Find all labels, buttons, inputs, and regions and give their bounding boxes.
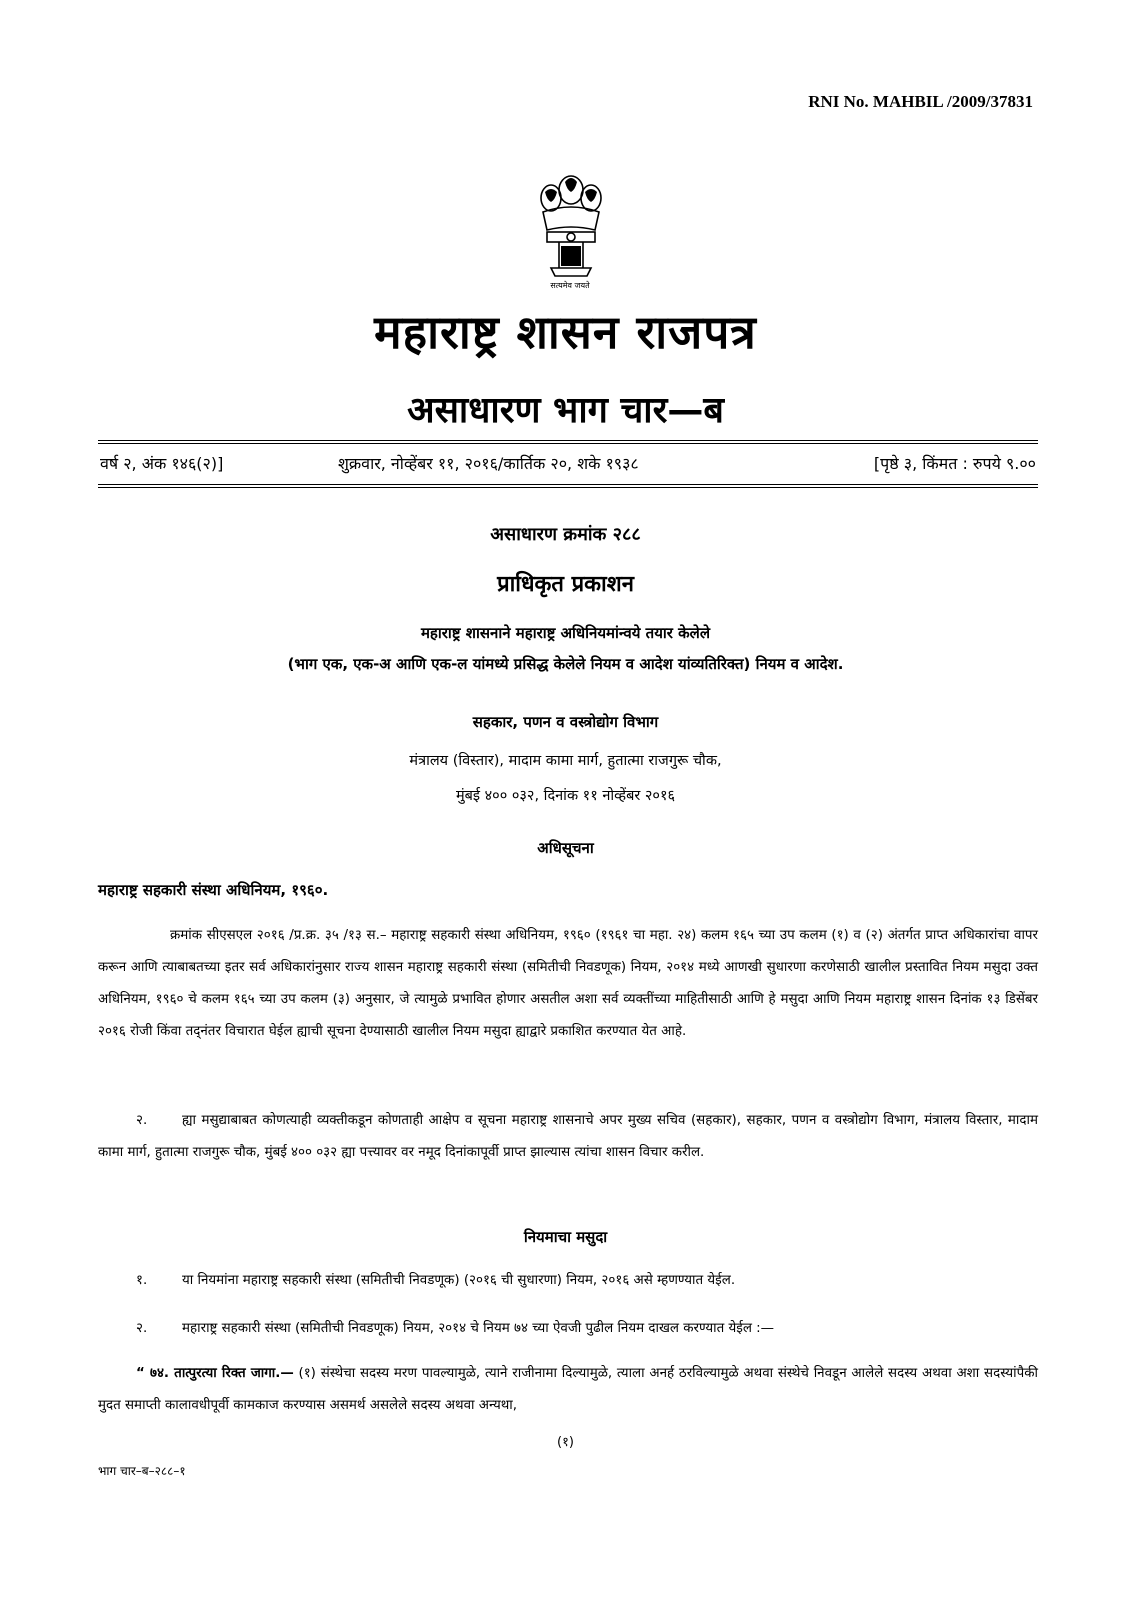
national-emblem-icon: [529, 168, 613, 288]
masthead-top-rule-inner: [98, 443, 1038, 444]
description-line-2: (भाग एक, एक-अ आणि एक-ल यांमध्ये प्रसिद्ध केलेले नियम व आदेश यांव्यतिरिक्त) नियम व आदेश.: [287, 655, 844, 673]
gazette-title: महाराष्ट्र शासन राजपत्र: [374, 305, 757, 359]
draft-rules-heading: नियमाचा मसुदा: [523, 1228, 608, 1246]
rule-1-text: या नियमांना महाराष्ट्र सहकारी संस्था (समितीची निवडणूक) (२०१६ ची सुधारणा) नियम, २०१६ असे म्हणण्यात येईल.: [182, 1273, 736, 1288]
masthead: [98, 452, 1038, 478]
address-line-2: मुंबई ४०० ०३२, दिनांक ११ नोव्हेंबर २०१६: [455, 788, 676, 804]
rule-1-number: १.: [136, 1273, 148, 1288]
issue-number: वर्ष २, अंक १४६(२)]: [100, 454, 224, 473]
pages-price: [पृष्ठे ३, किंमत : रुपये ९.००: [873, 454, 1036, 473]
act-title: महाराष्ट्र सहकारी संस्था अधिनियम, १९६०.: [98, 881, 329, 899]
issue-date: शुक्रवार, नोव्हेंबर ११, २०१६/कार्तिक २०, शके १९३८: [338, 454, 639, 473]
masthead-top-rule: [98, 440, 1038, 441]
rule-74: [98, 1358, 1038, 1422]
paragraph-2: [98, 1105, 1038, 1169]
footer-code: भाग चार–ब–२८८–१: [98, 1464, 186, 1478]
description-line-1: महाराष्ट्र शासनाने महाराष्ट्र अधिनियमांन्वये तयार केलेले: [420, 624, 711, 642]
emblem-motto: सत्यमेव जयते: [550, 281, 590, 290]
extraordinary-number: असाधारण क्रमांक २८८: [490, 524, 641, 545]
masthead-bottom-rule: [98, 484, 1038, 485]
rule-2-text: महाराष्ट्र सहकारी संस्था (समितीची निवडणूक) नियम, २०१४ चे नियम ७४ च्या ऐवजी पुढील नियम दाखल करण्यात येईल :—: [182, 1321, 775, 1336]
rule-1: [98, 1265, 1038, 1297]
rule-2-number: २.: [136, 1321, 148, 1336]
rule-2: [98, 1313, 1038, 1345]
paragraph-2-number: २.: [136, 1113, 148, 1128]
authorized-publication: प्राधिकृत प्रकाशन: [497, 572, 634, 597]
department-name: सहकार, पणन व वस्त्रोद्योग विभाग: [472, 713, 659, 731]
address-line-1: मंत्रालय (विस्तार), मादाम कामा मार्ग, हुतात्मा राजगुरू चौक,: [409, 753, 722, 769]
page-number: (१): [557, 1435, 574, 1450]
paragraph-1: क्रमांक सीएसएल २०१६ /प्र.क्र. ३५ /१३ स.– महाराष्ट्र सहकारी संस्था अधिनियम, १९६० (१९६१ चा महा. २४) कलम १६५ च्या उप कलम (१) व (२) अंतर्गत प्राप्त अधिकारांचा वापर करून आणि त्याबाबतच्या इतर सर्व अधिकारांनुसार राज्य शासन महाराष्ट्र सहकारी संस्था (समितीची निवडणूक) नियम, २०१४ मध्ये आणखी सुधारणा करणेसाठी खालील प्रस्तावित नियम मसुदा उक्त अधिनियम, १९६० चे कलम १६५ च्या उप कलम (३) अनुसार, जे त्यामुळे प्रभावित होणार असतील अशा सर्व व्यक्तींच्या माहितीसाठी आणि हे मसुदा आणि नियम महाराष्ट्र शासन दिनांक १३ डिसेंबर २०१६ रोजी किंवा तद्नंतर विचारात घेईल ह्याची सूचना देण्यासाठी खालील नियम मसुदा ह्याद्वारे प्रकाशित करण्यात येत आहे.: [98, 928, 1038, 1039]
masthead-bottom-rule-inner: [98, 487, 1038, 488]
paragraph-2-text: ह्या मसुद्याबाबत कोणत्याही व्यक्तीकडून कोणताही आक्षेप व सूचना महाराष्ट्र शासनाचे अपर मुख्य सचिव (सहकार), सहकार, पणन व वस्त्रोद्योग विभाग, मंत्रालय विस्तार, मादाम कामा मार्ग, हुतात्मा राजगुरू चौक, मुंबई ४०० ०३२ ह्या पत्त्यावर वर नमूद दिनांकापूर्वी प्राप्त झाल्यास त्यांचा शासन विचार करील.: [98, 1113, 1038, 1160]
rule-74-text: (१) संस्थेचा सदस्य मरण पावल्यामुळे, त्याने राजीनामा दिल्यामुळे, त्याला अनर्ह ठरविल्यामुळे अथवा संस्थेचे निवडून आलेले सदस्य अथवा अशा सदस्यांपैकी मुदत समाप्ती कालावधीपूर्वी कामकाज करण्यास असमर्थ असलेले सदस्य अथवा अन्यथा,: [98, 1366, 1038, 1413]
rni-number: RNI No. MAHBIL /2009/37831: [808, 92, 1033, 111]
notification-heading: अधिसूचना: [537, 839, 594, 857]
rule-74-heading: “ ७४. तात्पुरत्या रिक्त जागा.—: [136, 1366, 294, 1381]
gazette-subtitle: असाधारण भाग चार—ब: [407, 390, 724, 431]
